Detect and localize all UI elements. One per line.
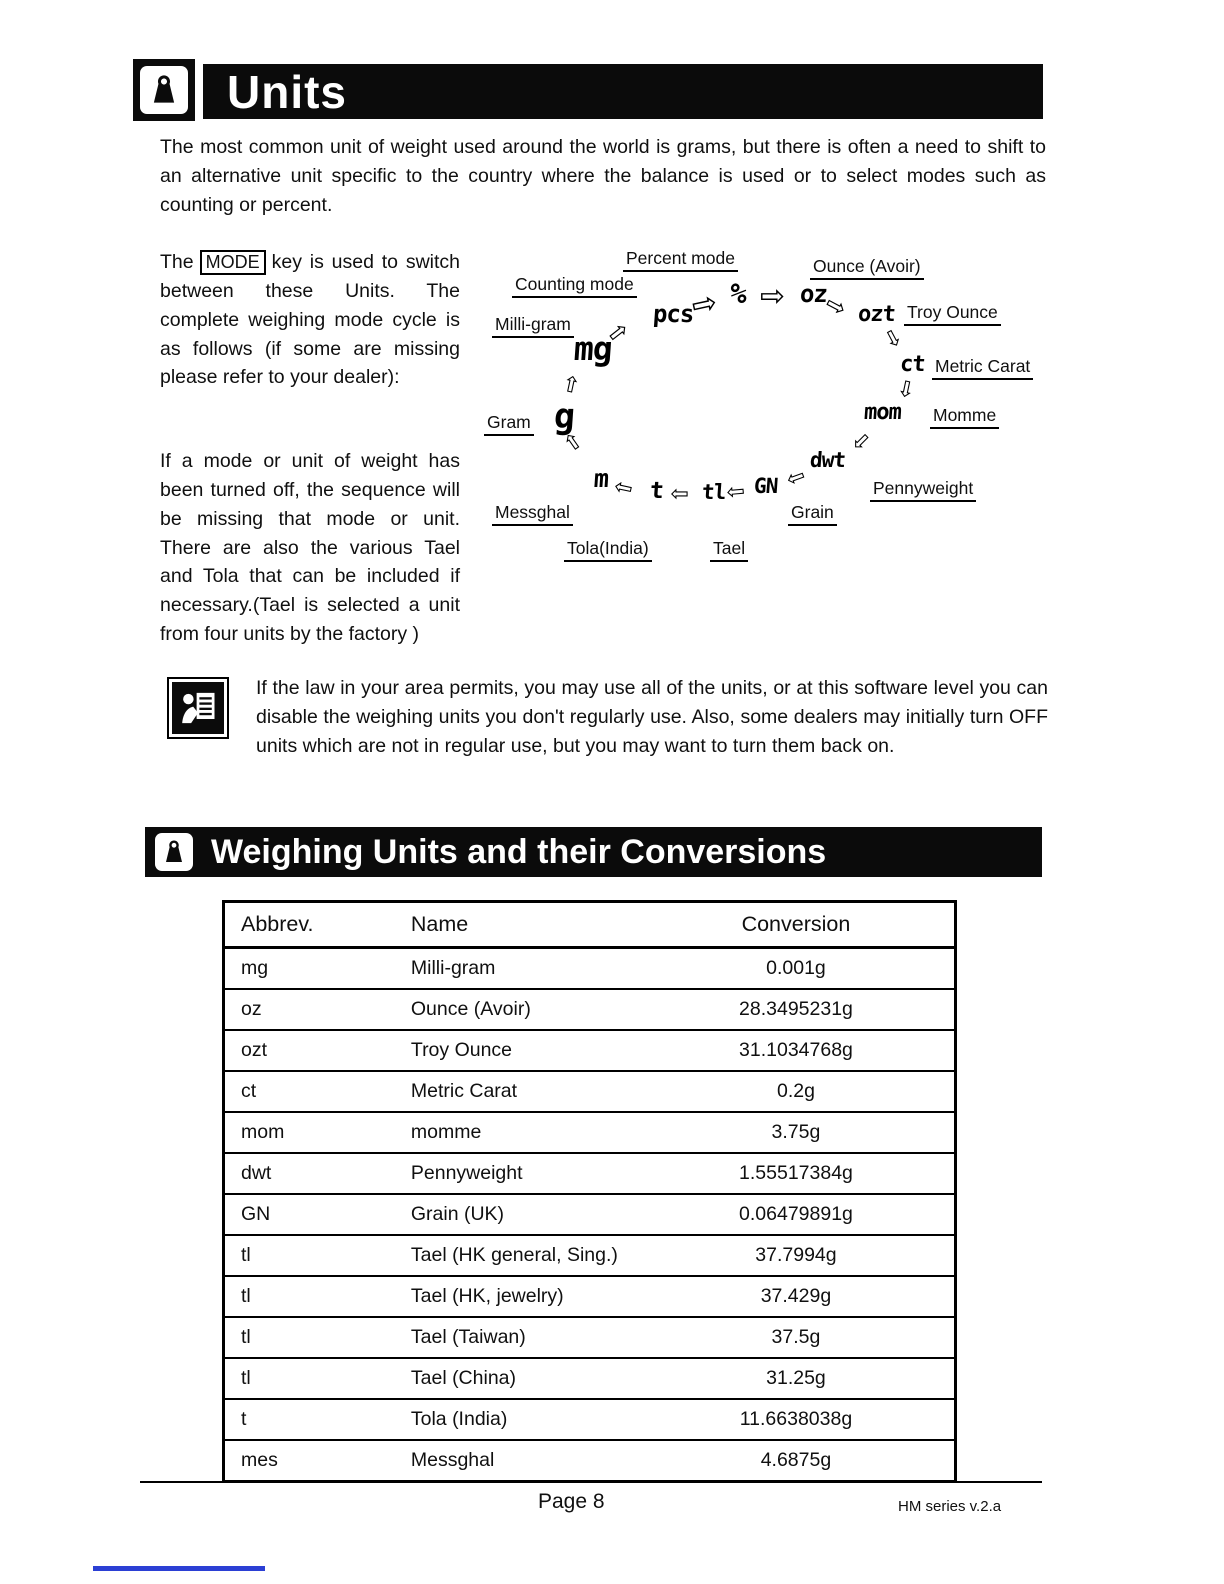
abbrev-cell: tl [224,1235,395,1276]
unit-glyph-percent: % [728,277,748,310]
unit-glyph-mg: mg [572,329,614,368]
units-header-icon-box [133,59,195,121]
conversion-cell: 31.1034768g [646,1030,956,1071]
conversion-cell: 28.3495231g [646,989,956,1030]
table-row [224,1440,956,1482]
turned-off-paragraph: If a mode or unit of weight has been turned off, the sequence will be missing that mode or unit. There are also the various Tael and Tola that can be included if necessary.(Tael is selected a unit from four units by the factory ) [160,450,460,646]
abbrev-cell: tl [224,1317,395,1358]
unit-label-metric-carat: Metric Carat [932,356,1033,380]
mode-paragraph-before: The [160,251,194,273]
abbrev-cell: t [224,1399,395,1440]
note-paragraph: If the law in your area permits, you may use all of the units, or at this software level you can disable the weighing units you don't regularly use. Also, some dealers may initially turn OFF units which are not in regular use, but you may want to turn them back on. [256,677,1048,757]
cycle-arrow-mg-pcs: ⇨ [601,314,635,350]
conversion-cell: 31.25g [646,1358,956,1399]
cycle-arrow-oz-ozt: ⇨ [820,288,852,324]
mode-key: MODE [200,250,266,275]
table-row [224,1235,956,1276]
conversion-cell: 0.06479891g [646,1194,956,1235]
cycle-arrow-g-mg: ⇨ [557,372,586,396]
cycle-arrow-dwt-gn: ⇨ [782,462,809,493]
unit-glyph-mom: mom [863,400,902,425]
name-cell: Tael (Taiwan) [395,1317,646,1358]
abbrev-cell: GN [224,1194,395,1235]
mode-paragraph-after: key is used to switch between these Units. The complete weighing mode cycle is as follows (if some are missing please refer to your dealer): [160,251,460,389]
table-row [224,1358,956,1399]
conversion-cell: 0.2g [646,1071,956,1112]
abbrev-cell: mom [224,1112,395,1153]
unit-glyph-dwt: dwt [809,448,846,472]
cycle-arrow-ct-mom: ⇨ [891,377,920,401]
mode-cycle-diagram [468,240,1068,585]
table-row [224,989,956,1030]
unit-glyph-pcs: pcs [652,300,695,328]
abbrev-cell: mg [224,948,395,990]
conversion-cell: 37.5g [646,1317,956,1358]
conversion-cell: 37.7994g [646,1235,956,1276]
unit-label-momme: Momme [930,405,999,429]
blue-line-artifact [93,1566,265,1571]
conversion-cell: 11.6638038g [646,1399,956,1440]
unit-glyph-gn: GN [753,474,779,498]
cycle-arrow-gn-tl: ⇨ [724,478,746,505]
footer-rule [140,1481,1042,1483]
intro-paragraph: The most common unit of weight used around the world is grams, but there is often a need to shift to an alternative unit specific to the country where the balance is used or to select modes such as counting or percent. [160,136,1046,216]
abbrev-cell: ozt [224,1030,395,1071]
conversion-cell: 0.001g [646,948,956,990]
weight-icon [140,66,188,114]
name-cell: Pennyweight [395,1153,646,1194]
conversions-title: Weighing Units and their Conversions [211,832,827,871]
cycle-arrow-percent-oz: ⇨ [760,279,786,314]
name-cell: Ounce (Avoir) [395,989,646,1030]
abbrev-cell: tl [224,1276,395,1317]
header-conversion: Conversion [646,902,956,948]
conversion-table [222,900,957,1483]
name-cell: Tael (China) [395,1358,646,1399]
cycle-arrow-pcs-percent: ⇨ [688,284,721,325]
cycle-arrow-t-m: ⇨ [611,473,635,502]
name-cell: Tael (HK, jewelry) [395,1276,646,1317]
unit-label-tael: Tael [710,538,748,562]
conversions-header-bar [145,827,1042,877]
conversion-cell: 4.6875g [760,1449,832,1471]
note-icon-frame [167,677,229,739]
unit-label-tola-india: Tola(India) [564,538,652,562]
unit-label-percent-mode: Percent mode [623,248,738,272]
cycle-arrow-m-g: ⇨ [557,426,589,457]
name-cell: Tola (India) [395,1399,646,1440]
table-row [224,1112,956,1153]
unit-glyph-g: g [552,397,576,437]
unit-label-grain: Grain [788,502,837,526]
abbrev-cell: dwt [224,1153,395,1194]
note-icon [172,682,224,734]
header-name: Name [395,902,646,948]
unit-label-ounce-avoir: Ounce (Avoir) [810,256,924,280]
abbrev-cell: ct [224,1071,395,1112]
name-cell: Tael (HK general, Sing.) [395,1235,646,1276]
table-row [224,948,956,990]
table-row [224,1276,956,1317]
mode-paragraph [160,248,460,392]
cycle-arrow-mom-dwt: ⇨ [845,425,876,457]
unit-glyph-ct: ct [899,352,926,377]
conversion-cell: 3.75g [646,1112,956,1153]
header-abbrev: Abbrev. [224,902,395,948]
unit-label-messghal: Messghal [492,502,573,526]
conversion-cell: 1.55517384g [646,1153,956,1194]
page-title: Units [227,65,347,118]
name-cell: Metric Carat [395,1071,646,1112]
unit-label-gram: Gram [484,412,534,436]
name-cell: Milli-gram [395,948,646,990]
unit-label-pennyweight: Pennyweight [870,478,976,502]
name-cell: momme [395,1112,646,1153]
table-row [224,1071,956,1112]
version-label: HM series v.2.a [898,1498,1002,1515]
units-header-bar [203,64,1043,119]
name-cell: Troy Ounce [395,1030,646,1071]
conversion-cell: 37.429g [646,1276,956,1317]
abbrev-cell: mes [241,1449,278,1471]
unit-glyph-m: m [592,464,610,493]
table-row [224,1153,956,1194]
table-row [224,1030,956,1071]
unit-glyph-ozt: ozt [857,302,896,327]
table-header-row [224,902,956,948]
table-row [224,1399,956,1440]
unit-glyph-oz: oz [799,280,828,308]
table-row [224,1194,956,1235]
abbrev-cell: oz [224,989,395,1030]
unit-glyph-tl: tl [701,480,727,504]
unit-label-troy-ounce: Troy Ounce [904,302,1001,326]
table-row [224,1317,956,1358]
unit-label-counting-mode: Counting mode [512,274,637,298]
page-number: Page 8 [538,1490,605,1513]
abbrev-cell: tl [224,1358,395,1399]
weight-icon-small [155,833,193,871]
unit-glyph-t: t [649,478,664,504]
cycle-arrow-ozt-ct: ⇨ [877,324,909,353]
name-cell: Messghal [410,1449,495,1471]
unit-label-milli-gram: Milli-gram [492,314,574,338]
cycle-arrow-tl-t: ⇨ [670,481,689,506]
name-cell: Grain (UK) [395,1194,646,1235]
